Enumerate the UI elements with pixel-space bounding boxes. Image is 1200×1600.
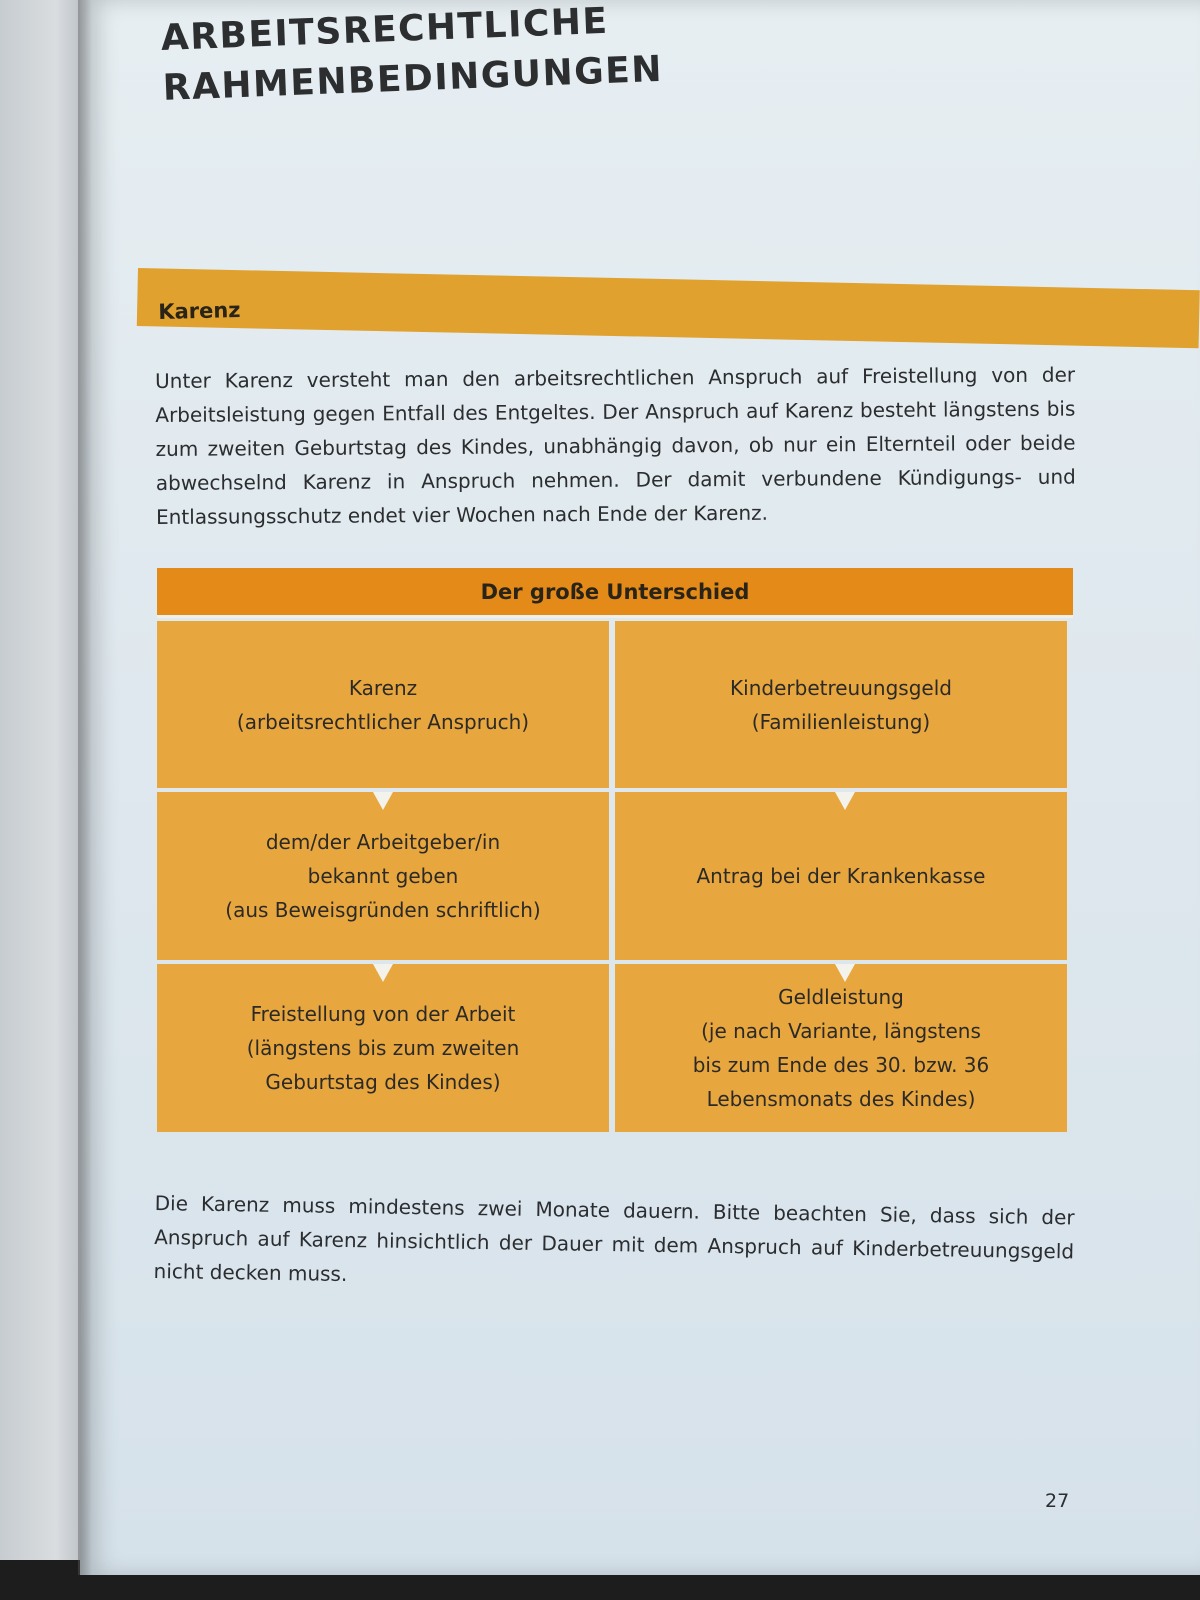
facing-page-edge <box>0 0 80 1560</box>
cell-text-line: Freistellung von der Arbeit <box>250 1002 516 1026</box>
cell-text-line: bis zum Ende des 30. bzw. 36 <box>692 1053 990 1077</box>
cell-karenz-type <box>157 621 609 788</box>
cell-text-line: (längstens bis zum zweiten <box>246 1036 520 1060</box>
down-arrow-icon <box>373 792 393 810</box>
cell-kbg-application <box>615 792 1067 960</box>
cell-kbg-type <box>615 621 1067 788</box>
cell-kbg-result <box>615 964 1067 1132</box>
cell-text-line: (aus Beweisgründen schriftlich) <box>225 898 541 922</box>
page-number: 27 <box>1045 1490 1070 1512</box>
down-arrow-icon <box>835 792 855 810</box>
cell-text-line: dem/der Arbeitgeber/in <box>265 830 501 854</box>
cell-text-line: (je nach Variante, längstens <box>701 1019 981 1043</box>
down-arrow-icon <box>835 964 855 982</box>
comparison-table <box>157 568 1073 1136</box>
section-heading: Karenz <box>158 297 241 324</box>
cell-karenz-result <box>157 964 609 1132</box>
cell-text-line: (arbeitsrechtlicher Anspruch) <box>236 709 530 734</box>
cell-text-line: Lebensmonats des Kindes) <box>706 1087 976 1111</box>
cell-text-line: Geldleistung <box>778 985 904 1009</box>
down-arrow-icon <box>373 964 393 982</box>
page-gutter-shadow <box>78 0 92 1575</box>
cell-text-line: Geburtstag des Kindes) <box>265 1070 501 1094</box>
comparison-table-header: Der große Unterschied <box>157 568 1073 618</box>
cell-text-line: (Familienleistung) <box>751 709 931 734</box>
intro-paragraph: Unter Karenz versteht man den arbeitsrechtlichen Anspruch auf Freistellung von der Arbeitsleistung gegen Entfall des Entgeltes. Der Anspruch auf Karenz besteht längstens bis zum zweiten Geburtstag des Kindes, unabhängig davon, ob nur ein Elternteil oder beide abwechselnd Karenz in Anspruch nehmen. Der damit verbundene Kündigungs- und Entlassungsschutz endet vier Wochen nach Ende der Karenz. <box>155 362 1076 529</box>
page-title-line-2: RAHMENBEDINGUNGEN <box>162 48 664 109</box>
cell-karenz-notice <box>157 792 609 960</box>
cell-text-line: Karenz <box>348 675 418 700</box>
closing-paragraph: Die Karenz muss mindestens zwei Monate dauern. Bitte beachten Sie, dass sich der Anspruch auf Karenz hinsichtlich der Dauer mit dem Anspruch auf Kinderbetreuungsgeld nicht decken muss. <box>153 1190 1075 1287</box>
cell-text-line: Antrag bei der Krankenkasse <box>696 864 986 888</box>
cell-text-line: Kinderbetreuungsgeld <box>730 675 952 700</box>
cell-text-line: bekannt geben <box>307 864 459 888</box>
page-title-line-1: ARBEITSRECHTLICHE <box>160 0 610 59</box>
